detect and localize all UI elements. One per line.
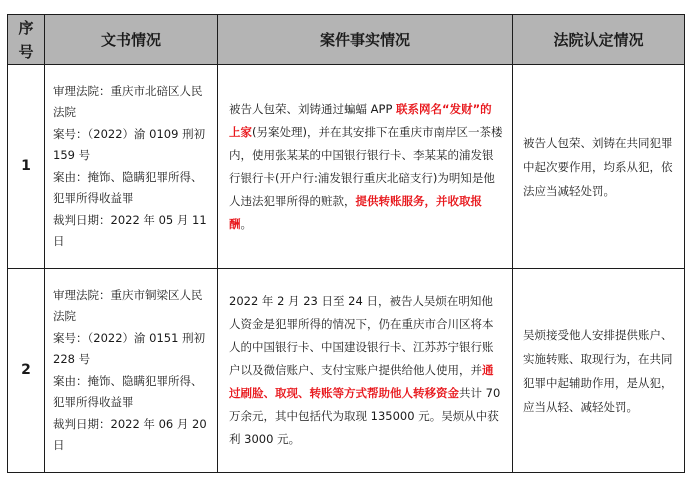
case-number: 案号：（2022）渝 0109 刑初 159 号 xyxy=(53,126,206,162)
facts-text: (另案处理)，并在其安排下在重庆市南岸区一茶楼内，使用张某某的中国银行银行卡、李某某的浦发银行银行卡(开户行:浦发银行重庆北碚支行)为明知是他人违法犯罪所得的赃款， xyxy=(229,124,503,208)
case-facts-cell xyxy=(218,65,513,269)
row-seq: 2 xyxy=(8,269,45,473)
table-row xyxy=(8,269,685,473)
trial-court: 审理法院：重庆市铜梁区人民法院 xyxy=(53,287,203,323)
table-header-row xyxy=(8,15,685,65)
header-seq xyxy=(8,15,45,65)
document-info-cell xyxy=(45,269,218,473)
row-seq: 1 xyxy=(8,65,45,269)
court-finding-cell: 吴烦接受他人安排提供账户、实施转账、取现行为，在共同犯罪中起辅助作用，是从犯，应当从轻、减轻处罚。 xyxy=(513,269,685,473)
table-row xyxy=(8,65,685,269)
facts-highlight: 提供转账服务，并收取报酬 xyxy=(229,193,482,231)
judgment-date: 裁判日期：2022 年 05 月 11 日 xyxy=(53,212,207,248)
case-cause: 案由：掩饰、隐瞒犯罪所得、犯罪所得收益罪 xyxy=(53,169,203,205)
judgment-date: 裁判日期：2022 年 06 月 20 日 xyxy=(53,416,207,452)
facts-text: 被告人包荣、刘铸通过蝙蝠 APP xyxy=(229,101,397,116)
facts-text: 。 xyxy=(240,216,252,231)
facts-highlight: 联系网名“发财”的上家 xyxy=(229,101,492,139)
court-finding-cell: 被告人包荣、刘铸在共同犯罪中起次要作用，均系从犯，依法应当减轻处罚。 xyxy=(513,65,685,269)
header-seq-line2: 号 xyxy=(18,42,34,61)
header-seq-line1: 序 xyxy=(18,18,34,37)
facts-highlight: 通过刷脸、取现、转账等方式帮助他人转移资金 xyxy=(229,363,494,400)
trial-court: 审理法院：重庆市北碚区人民法院 xyxy=(53,83,203,119)
header-document: 文书情况 xyxy=(45,15,218,65)
case-number: 案号：（2022）渝 0151 刑初 228 号 xyxy=(53,330,206,366)
header-court: 法院认定情况 xyxy=(513,15,685,65)
header-facts: 案件事实情况 xyxy=(218,15,513,65)
case-cause: 案由：掩饰、隐瞒犯罪所得、犯罪所得收益罪 xyxy=(53,373,203,409)
document-info-cell xyxy=(45,65,218,269)
facts-text: 共计 70 万余元，其中包括代为取现 135000 元。吴烦从中获利 3000 元。 xyxy=(229,386,501,446)
case-comparison-table xyxy=(7,14,685,473)
case-facts-cell xyxy=(218,269,513,473)
facts-text: 2022 年 2 月 23 日至 24 日，被告人吴烦在明知他人资金是犯罪所得的情况下，仍在重庆市合川区将本人的中国银行卡、中国建设银行卡、江苏苏宁银行账户以及微信账户、支付宝账户提供给他人使用，并 xyxy=(229,294,494,377)
